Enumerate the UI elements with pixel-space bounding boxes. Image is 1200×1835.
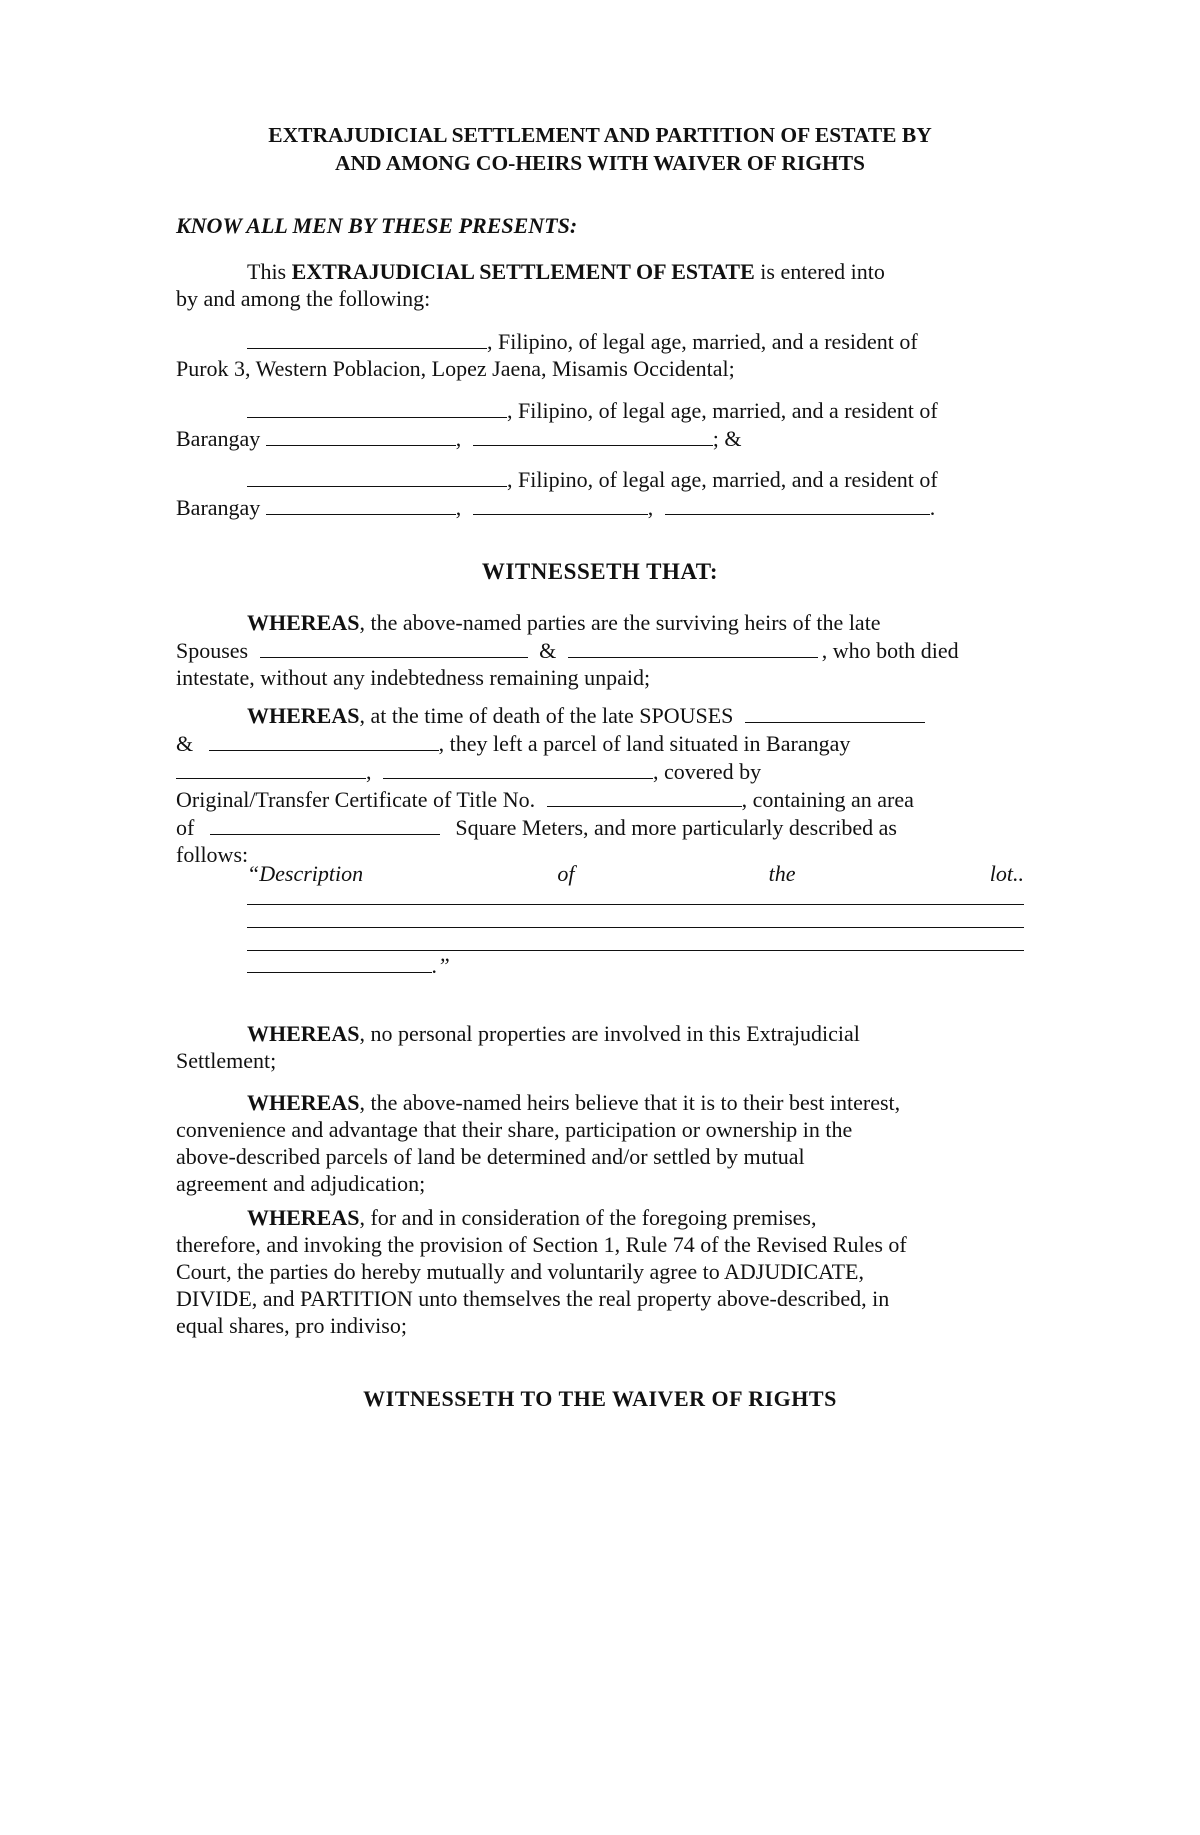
whereas5-label: WHEREAS bbox=[247, 1205, 360, 1230]
party3-barangay-blank[interactable] bbox=[266, 493, 456, 515]
whereas-4: WHEREAS, the above-named heirs believe that it is to their best interest, convenience and advantage that their share, participation or ownership in the above-described parcels of land be determined and/or settled by mutual agreement and adjudication; bbox=[176, 1090, 901, 1196]
whereas-3: WHEREAS, no personal properties are involved in this Extrajudicial Settlement; bbox=[176, 1021, 860, 1073]
spouses-name-blank-1[interactable] bbox=[745, 701, 925, 723]
land-municipality-blank[interactable] bbox=[383, 757, 653, 779]
party3-municipality-blank[interactable] bbox=[473, 493, 648, 515]
know-all-men bbox=[176, 212, 1024, 239]
description-line-2[interactable] bbox=[247, 905, 1024, 928]
description-line-4[interactable] bbox=[247, 951, 432, 973]
party-2: , Filipino, of legal age, married, and a resident of Barangay , ; & bbox=[176, 398, 938, 451]
know-all-text: KNOW ALL MEN BY THESE PRESENTS: bbox=[176, 213, 578, 238]
whereas1-line3: intestate, without any indebtedness remaining unpaid; bbox=[176, 665, 651, 690]
area-blank[interactable] bbox=[210, 813, 440, 835]
intro-tail: is entered into bbox=[754, 259, 885, 284]
party1-address: Purok 3, Western Poblacion, Lopez Jaena, Misamis Occidental; bbox=[176, 356, 735, 381]
party2-tail: , Filipino, of legal age, married, and a resident of bbox=[507, 398, 938, 423]
title-line-1: EXTRAJUDICIAL SETTLEMENT AND PARTITION OF ESTATE BY bbox=[268, 123, 932, 147]
party2-barangay-blank[interactable] bbox=[266, 424, 456, 446]
intro-bold: EXTRAJUDICIAL SETTLEMENT OF ESTATE bbox=[291, 259, 755, 284]
party3-name-blank[interactable] bbox=[247, 465, 507, 487]
witnesseth-heading: WITNESSETH THAT: bbox=[481, 559, 719, 584]
whereas3-label: WHEREAS bbox=[247, 1021, 360, 1046]
description-line-3[interactable] bbox=[247, 928, 1024, 951]
intro-line-2: by and among the following: bbox=[176, 286, 431, 311]
party3-barangay-label: Barangay bbox=[176, 495, 266, 520]
lot-description: “Description of the lot.. .” bbox=[247, 861, 1024, 978]
whereas-2: WHEREAS, at the time of death of the late SPOUSES & , they left a parcel of land situated in Barangay , , covered by Original/Transfer Certificate of Title No. , containing an area of Square Meters, and more particularly described as follows: bbox=[176, 701, 1024, 868]
whereas1-label: WHEREAS bbox=[247, 610, 360, 635]
whereas2-follows: follows: bbox=[176, 842, 249, 867]
spouse1-blank[interactable] bbox=[260, 636, 528, 658]
document-title bbox=[176, 121, 1024, 177]
party3-province-blank[interactable] bbox=[665, 493, 930, 515]
intro-paragraph bbox=[176, 258, 1024, 312]
party1-tail: , Filipino, of legal age, married, and a resident of bbox=[487, 329, 918, 354]
party-1 bbox=[176, 327, 1024, 382]
party1-name-blank[interactable] bbox=[247, 327, 487, 349]
title-line-2: AND AMONG CO-HEIRS WITH WAIVER OF RIGHTS bbox=[334, 151, 865, 175]
whereas-1: WHEREAS, the above-named parties are the surviving heirs of the late Spouses & , who both died intestate, without any indebtedness remaining unpaid; bbox=[176, 609, 1024, 691]
waiver-heading: WITNESSETH TO THE WAIVER OF RIGHTS bbox=[363, 1386, 837, 1411]
party2-name-blank[interactable] bbox=[247, 396, 507, 418]
party3-tail: , Filipino, of legal age, married, and a resident of bbox=[507, 467, 938, 492]
party-3: , Filipino, of legal age, married, and a resident of Barangay , , . bbox=[176, 467, 938, 520]
whereas2-label: WHEREAS bbox=[247, 703, 360, 728]
land-barangay-blank[interactable] bbox=[176, 757, 366, 779]
whereas4-label: WHEREAS bbox=[247, 1090, 360, 1115]
title-number-blank[interactable] bbox=[547, 785, 742, 807]
spouses-name-blank-2[interactable] bbox=[209, 729, 439, 751]
party2-barangay-label: Barangay bbox=[176, 426, 266, 451]
whereas-5: WHEREAS, for and in consideration of the foregoing premises, therefore, and invoking the provision of Section 1, Rule 74 of the Revised Rules of Court, the parties do hereby mutually and voluntarily agree to ADJUDICATE, DIVIDE, and PARTITION unto themselves the real property above-described, in equal shares, pro indiviso; bbox=[176, 1205, 907, 1338]
intro-lead: This bbox=[247, 259, 292, 284]
spouse2-blank[interactable] bbox=[568, 636, 818, 658]
party2-municipality-blank[interactable] bbox=[473, 424, 713, 446]
description-line-1[interactable] bbox=[247, 887, 1024, 905]
